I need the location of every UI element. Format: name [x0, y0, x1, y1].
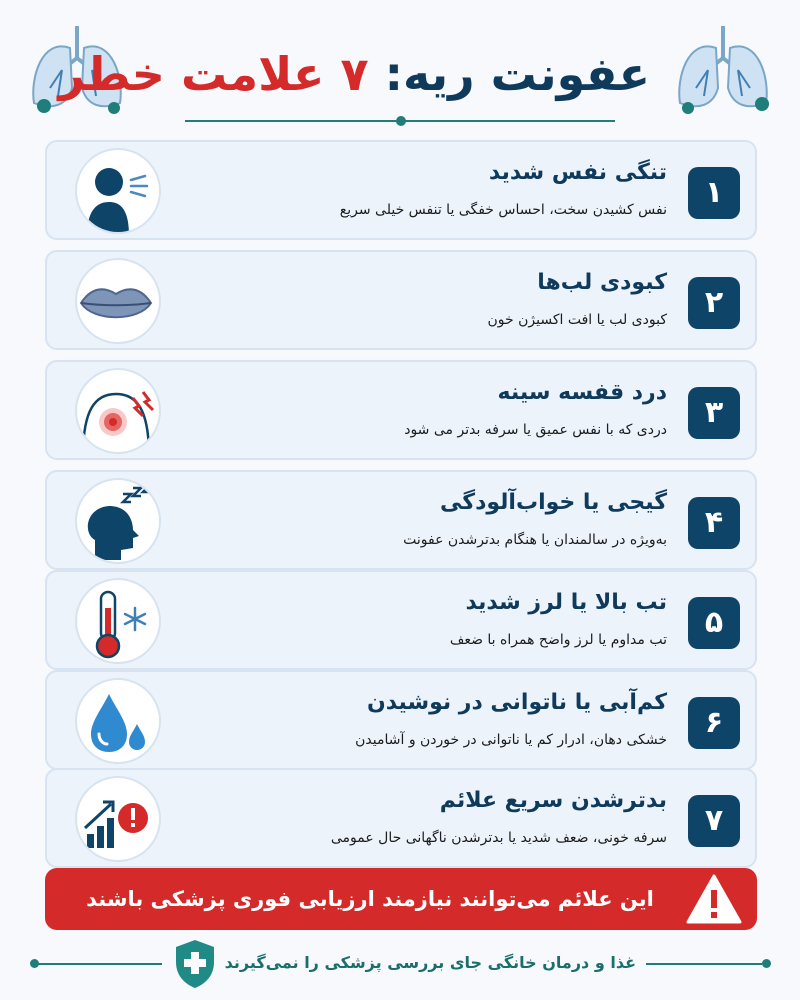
- sign-description: نفس کشیدن سخت، احساس خفگی یا تنفس خیلی سریع: [339, 202, 667, 218]
- sign-title: کبودی لب‌ها: [537, 270, 667, 295]
- title-highlight: ۷ علامت خطر: [58, 47, 369, 101]
- sign-title: درد قفسه سینه: [497, 380, 667, 405]
- footer-line-right: [646, 963, 762, 965]
- page-title: [58, 46, 650, 102]
- sign-card-7: [45, 768, 757, 868]
- sign-card-3: [45, 360, 757, 460]
- sign-number: ۶: [688, 697, 740, 749]
- sign-number: ۵: [688, 597, 740, 649]
- sleepy-head-icon: [75, 478, 161, 564]
- footer-note: غذا و درمان خانگی جای بررسی پزشکی را نمی‌گیرند: [224, 953, 636, 972]
- sign-title: بدترشدن سریع علائم: [439, 788, 667, 813]
- sign-description: تب مداوم یا لرز واضح همراه با ضعف: [449, 632, 667, 648]
- lungs-icon: [668, 18, 778, 118]
- breathing-person-icon: [75, 148, 161, 234]
- warning-triangle-icon: [685, 872, 743, 926]
- sign-card-2: [45, 250, 757, 350]
- title-main: عفونت ریه:: [384, 47, 650, 101]
- header: [0, 18, 800, 128]
- warning-banner: [45, 868, 757, 930]
- warning-text: این علائم می‌توانند نیازمند ارزیابی فوری پزشکی باشند: [86, 887, 654, 911]
- footer-dot-right: [762, 959, 771, 968]
- sign-card-4: [45, 470, 757, 570]
- sign-number: ۴: [688, 497, 740, 549]
- lips-icon: [75, 258, 161, 344]
- header-divider-dot: [396, 116, 406, 126]
- sign-description: خشکی دهان، ادرار کم یا ناتوانی در خوردن و آشامیدن: [355, 732, 667, 748]
- sign-description: کبودی لب یا افت اکسیژن خون: [487, 312, 667, 328]
- sign-description: دردی که با نفس عمیق یا سرفه بدتر می شود: [404, 422, 667, 438]
- footer-dot-left: [30, 959, 39, 968]
- sign-number: ۳: [688, 387, 740, 439]
- sign-title: تب بالا یا لرز شدید: [465, 590, 667, 615]
- sign-number: ۱: [688, 167, 740, 219]
- sign-description: به‌ویژه در سالمندان یا هنگام بدترشدن عفونت: [403, 532, 667, 548]
- sign-card-1: [45, 140, 757, 240]
- footer-line-left: [38, 963, 162, 965]
- thermometer-icon: [75, 578, 161, 664]
- chest-pain-icon: [75, 368, 161, 454]
- sign-number: ۷: [688, 795, 740, 847]
- shield-plus-icon: [172, 938, 218, 990]
- water-drop-icon: [75, 678, 161, 764]
- sign-title: تنگی نفس شدید: [488, 160, 667, 185]
- sign-title: گیجی یا خواب‌آلودگی: [440, 490, 667, 515]
- rising-chart-alert-icon: [75, 776, 161, 862]
- sign-title: کم‌آبی یا ناتوانی در نوشیدن: [366, 690, 667, 715]
- sign-number: ۲: [688, 277, 740, 329]
- sign-description: سرفه خونی، ضعف شدید یا بدترشدن ناگهانی حال عمومی: [330, 830, 667, 846]
- sign-card-6: [45, 670, 757, 770]
- sign-card-5: [45, 570, 757, 670]
